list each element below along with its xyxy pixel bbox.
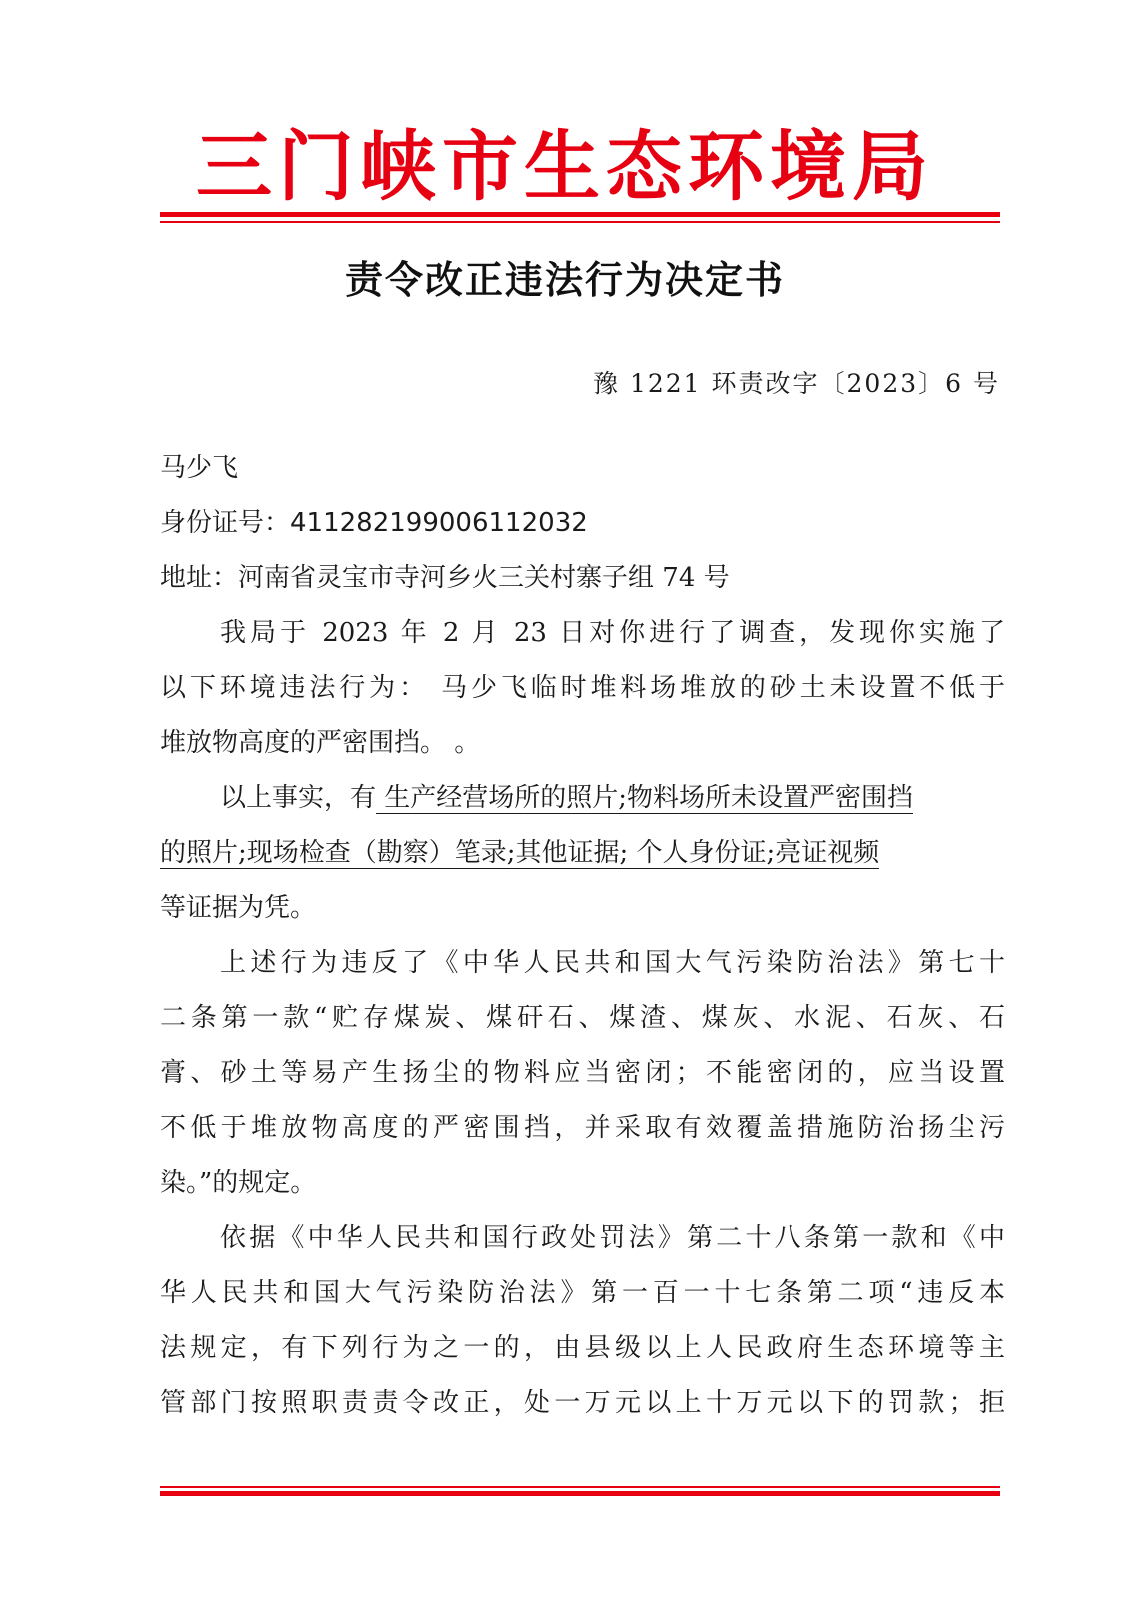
- evidence-prefix: 以上事实，有: [220, 783, 377, 813]
- footer-rule-thin: [160, 1486, 1000, 1488]
- evidence-line-1: [160, 778, 1005, 818]
- evidence-suffix: 等证据为凭。: [160, 893, 317, 923]
- party-address-line: [160, 558, 1005, 598]
- paragraph-line: 不低于堆放物高度的严密围挡，并采取有效覆盖措施防治扬尘污: [160, 1113, 1005, 1143]
- party-id-line: [160, 503, 1005, 543]
- header-rule-thick: [160, 212, 1000, 217]
- paragraph-line: 法规定，有下列行为之一的，由县级以上人民政府生态环境等主: [160, 1333, 1005, 1363]
- paragraph-line: 管部门按照职责责令改正，处一万元以上十万元以下的罚款；拒: [160, 1388, 1005, 1418]
- paragraph-line: 上述行为违反了《中华人民共和国大气污染防治法》第七十: [220, 948, 1005, 978]
- paragraph-line: 依据《中华人民共和国行政处罚法》第二十八条第一款和《中: [220, 1223, 1005, 1253]
- footer-rule-thick: [160, 1491, 1000, 1496]
- paragraph-line: 堆放物高度的严密围挡。 。: [160, 728, 481, 758]
- paragraph-line: 染。”的规定。: [160, 1168, 317, 1198]
- id-label: 身份证号：: [160, 508, 291, 538]
- paragraph-line: 我局于 2023 年 2 月 23 日对你进行了调查，发现你实施了: [220, 618, 1005, 648]
- paragraph-line: 二条第一款“贮存煤炭、煤矸石、煤渣、煤灰、水泥、石灰、石: [160, 1003, 1005, 1033]
- paragraph-line: 膏、砂土等易产生扬尘的物料应当密闭；不能密闭的，应当设置: [160, 1058, 1005, 1088]
- evidence-list-part-1: 生产经营场所的照片;物料场所未设置严密围挡: [376, 783, 914, 813]
- evidence-list-part-2: 的照片;现场检查（勘察）笔录;其他证据; 个人身份证;亮证视频: [160, 838, 880, 868]
- party-name: 马少飞: [160, 453, 239, 483]
- paragraph-line: 华人民共和国大气污染防治法》第一百一十七条第二项“违反本: [160, 1278, 1005, 1308]
- header-rule-thin: [160, 221, 1000, 223]
- evidence-line-2: [160, 833, 1005, 873]
- paragraph-line: 以下环境违法行为： 马少飞临时堆料场堆放的砂土未设置不低于: [160, 673, 1005, 703]
- document-number: 豫 1221 环责改字〔2023〕6 号: [593, 369, 1000, 398]
- id-number: 411282199006112032: [290, 508, 588, 538]
- document-title: 责令改正违法行为决定书: [344, 257, 785, 302]
- address-label: 地址：: [160, 563, 239, 593]
- address-value: 河南省灵宝市寺河乡火三关村寨子组 74 号: [238, 563, 730, 593]
- agency-header: 三门峡市生态环境局: [196, 122, 934, 211]
